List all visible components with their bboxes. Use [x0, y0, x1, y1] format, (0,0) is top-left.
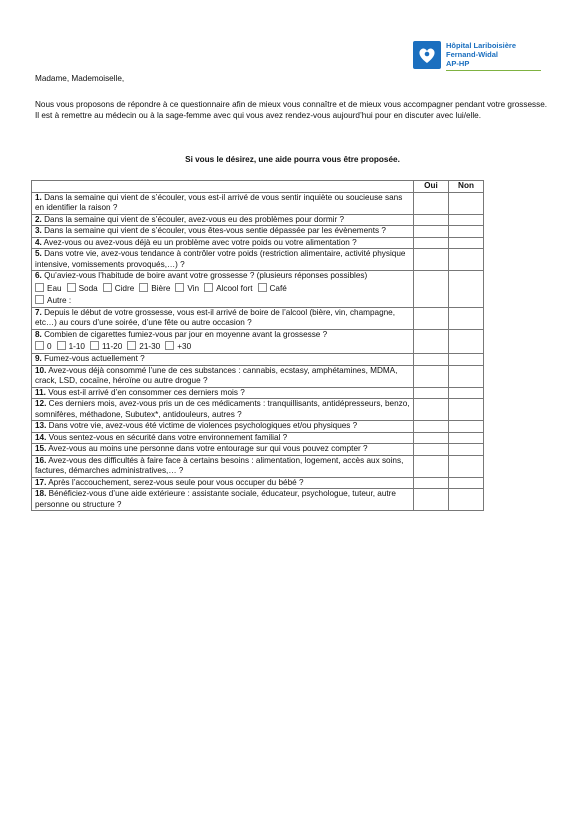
cigarette-option[interactable] — [90, 342, 122, 351]
question-text: Combien de cigarettes fumiez-vous par jour en moyenne avant la grossesse ? — [41, 329, 328, 339]
question-row — [32, 237, 484, 249]
question-number: 18. — [35, 489, 47, 498]
question-text: Qu’aviez-vous l’habitude de boire avant votre grossesse ? (plusieurs réponses possibles) — [41, 271, 368, 280]
hospital-logo-mark — [413, 41, 441, 69]
question-number: 2. — [35, 214, 42, 224]
drink-option[interactable] — [35, 284, 62, 293]
answer-non-cell[interactable] — [449, 249, 484, 271]
drink-other-option[interactable] — [35, 296, 71, 305]
answer-non-cell[interactable] — [449, 214, 484, 226]
aide-notice: Si vous le désirez, une aide pourra vous être proposée. — [185, 155, 400, 164]
cigarette-option[interactable] — [57, 342, 85, 351]
header-non: Non — [449, 181, 484, 193]
question-row — [32, 444, 484, 456]
answer-oui-cell[interactable] — [414, 237, 449, 249]
checkbox[interactable] — [204, 283, 213, 292]
drink-options — [35, 283, 410, 307]
cigarette-options — [35, 341, 410, 353]
question-cell — [32, 455, 414, 477]
question-cell — [32, 387, 414, 399]
question-cell — [32, 237, 414, 249]
header-oui: Oui — [414, 181, 449, 193]
question-text: Dans votre vie, avez-vous tendance à contrôler votre poids (restriction alimentaire, activité physique intensive, vomissements provoqués,…) ? — [35, 249, 406, 269]
answer-non-cell[interactable] — [449, 444, 484, 456]
question-text: Avez-vous des difficultés à faire face à certains besoins : alimentation, logement, accès aux soins, factures, démarches administratives,… ? — [35, 455, 404, 475]
answer-non-cell[interactable] — [449, 432, 484, 444]
checkbox[interactable] — [90, 341, 99, 350]
question-cell — [32, 489, 414, 511]
checkbox-label: +30 — [177, 342, 192, 351]
cigarette-option[interactable] — [35, 342, 52, 351]
checkbox-label: Alcool fort — [216, 283, 253, 293]
greeting: Madame, Mademoiselle, — [35, 74, 125, 83]
question-cell — [32, 214, 414, 226]
answer-non-cell[interactable] — [449, 329, 484, 354]
answer-oui-cell[interactable] — [414, 477, 449, 489]
answer-oui-cell[interactable] — [414, 271, 449, 308]
question-number: 3. — [35, 226, 42, 235]
logo-line2: Fernand-Widal — [446, 50, 499, 59]
question-number: 12. — [35, 399, 47, 408]
checkbox-label: Vin — [187, 283, 200, 293]
question-text: Dans la semaine qui vient de s’écouler, vous êtes-vous sentie dépassée par les évènements ? — [41, 226, 386, 235]
logo-line1: Hôpital Lariboisière — [446, 41, 517, 50]
drink-option[interactable] — [175, 284, 199, 293]
logo-line3: AP-HP — [446, 59, 470, 68]
question-number: 15. — [35, 444, 47, 453]
question-cell — [32, 354, 414, 366]
checkbox[interactable] — [57, 341, 66, 350]
question-row — [32, 432, 484, 444]
drink-option[interactable] — [258, 284, 287, 293]
question-text: Vous est-il arrivé d’en consommer ces derniers mois ? — [45, 387, 245, 397]
answer-oui-cell[interactable] — [414, 192, 449, 214]
checkbox-label: Autre : — [47, 295, 72, 305]
drink-option[interactable] — [204, 284, 252, 293]
cigarette-option[interactable] — [165, 342, 191, 351]
checkbox[interactable] — [258, 283, 267, 292]
answer-non-cell[interactable] — [449, 192, 484, 214]
answer-oui-cell[interactable] — [414, 365, 449, 387]
question-row — [32, 329, 484, 354]
question-text: Fumez-vous actuellement ? — [41, 354, 145, 363]
answer-oui-cell[interactable] — [414, 399, 449, 421]
question-number: 9. — [35, 354, 42, 363]
question-text: Avez-vous au moins une personne dans votre entourage sur qui vous pouvez compter ? — [46, 444, 368, 453]
checkbox-label: 1-10 — [68, 342, 85, 351]
question-number: 7. — [35, 307, 42, 317]
question-text: Avez-vous ou avez-vous déjà eu un problème avec votre poids ou votre alimentation ? — [41, 237, 357, 247]
question-row — [32, 214, 484, 226]
checkbox-label: Bière — [151, 283, 171, 293]
answer-non-cell[interactable] — [449, 489, 484, 511]
checkbox[interactable] — [127, 341, 136, 350]
question-row — [32, 354, 484, 366]
question-text: Dans votre vie, avez-vous été victime de violences psychologiques et/ou physiques ? — [46, 421, 358, 430]
checkbox[interactable] — [35, 295, 44, 304]
question-row — [32, 455, 484, 477]
question-cell — [32, 329, 414, 354]
hospital-logo — [413, 41, 541, 77]
question-row — [32, 421, 484, 433]
drink-option[interactable] — [139, 284, 170, 293]
question-row — [32, 249, 484, 271]
checkbox[interactable] — [175, 283, 184, 292]
checkbox[interactable] — [67, 283, 76, 292]
question-number: 8. — [35, 329, 42, 339]
question-text: Vous sentez-vous en sécurité dans votre environnement familial ? — [46, 432, 288, 442]
checkbox-label: Eau — [47, 283, 62, 293]
question-number: 14. — [35, 432, 47, 442]
checkbox[interactable] — [103, 283, 112, 292]
drink-option[interactable] — [67, 284, 98, 293]
question-cell — [32, 477, 414, 489]
question-cell — [32, 432, 414, 444]
question-cell — [32, 399, 414, 421]
questionnaire-table — [31, 180, 484, 511]
answer-non-cell[interactable] — [449, 307, 484, 329]
answer-non-cell[interactable] — [449, 399, 484, 421]
question-cell — [32, 192, 414, 214]
question-row — [32, 477, 484, 489]
question-cell — [32, 307, 414, 329]
question-row — [32, 365, 484, 387]
checkbox-label: Cidre — [114, 283, 135, 293]
question-number: 6. — [35, 271, 42, 280]
question-number: 4. — [35, 237, 42, 247]
answer-oui-cell[interactable] — [414, 354, 449, 366]
question-row — [32, 399, 484, 421]
answer-non-cell[interactable] — [449, 271, 484, 308]
checkbox-label: 11-20 — [101, 342, 123, 351]
answer-non-cell[interactable] — [449, 354, 484, 366]
checkbox[interactable] — [35, 283, 44, 292]
answer-oui-cell[interactable] — [414, 432, 449, 444]
checkbox-label: 21-30 — [139, 342, 161, 351]
checkbox-label: Café — [269, 283, 287, 293]
answer-oui-cell[interactable] — [414, 387, 449, 399]
question-number: 16. — [35, 455, 47, 465]
answer-oui-cell[interactable] — [414, 249, 449, 271]
question-number: 1. — [35, 192, 42, 202]
answer-oui-cell[interactable] — [414, 307, 449, 329]
question-row — [32, 307, 484, 329]
answer-oui-cell[interactable] — [414, 444, 449, 456]
answer-oui-cell[interactable] — [414, 489, 449, 511]
answer-non-cell[interactable] — [449, 477, 484, 489]
question-number: 10. — [35, 365, 47, 375]
drink-option[interactable] — [103, 284, 135, 293]
answer-oui-cell[interactable] — [414, 214, 449, 226]
question-cell — [32, 365, 414, 387]
question-row — [32, 192, 484, 214]
intro-paragraph: Nous vous proposons de répondre à ce questionnaire afin de mieux vous connaître et de mieux vous accompagner pendant votre grossesse. Il est à remettre au médecin ou à la sage-femme avec qui vous avez rendez-vous aujourd’hui pour en discuter avec lui/elle. — [35, 100, 548, 120]
question-cell — [32, 271, 414, 308]
answer-non-cell[interactable] — [449, 387, 484, 399]
question-text: Ces derniers mois, avez-vous pris un de ces médicaments : tranquillisants, antidépresseurs, benzo, somnifères, méthadone, Subutex*, antidouleurs, autres ? — [35, 399, 410, 419]
answer-non-cell[interactable] — [449, 365, 484, 387]
answer-oui-cell[interactable] — [414, 421, 449, 433]
question-text: Après l’accouchement, serez-vous seule pour vous occuper du bébé ? — [46, 477, 304, 487]
answer-non-cell[interactable] — [449, 226, 484, 238]
answer-oui-cell[interactable] — [414, 329, 449, 354]
question-row — [32, 271, 484, 308]
answer-oui-cell[interactable] — [414, 455, 449, 477]
header-question-cell — [32, 181, 414, 193]
question-row — [32, 226, 484, 238]
answer-non-cell[interactable] — [449, 455, 484, 477]
checkbox[interactable] — [139, 283, 148, 292]
question-row — [32, 489, 484, 511]
question-text: Avez-vous déjà consommé l’une de ces substances : cannabis, ecstasy, amphétamines, MDMA, crack, LSD, cocaïne, héroïne ou autre drogue ? — [35, 365, 398, 385]
table-header-row — [32, 181, 484, 193]
checkbox[interactable] — [35, 341, 44, 350]
question-row — [32, 387, 484, 399]
answer-non-cell[interactable] — [449, 237, 484, 249]
question-text: Dans la semaine qui vient de s’écouler, vous est-il arrivé de vous sentir inquiète ou soucieuse sans en identifier la raison ? — [35, 192, 403, 212]
question-cell — [32, 444, 414, 456]
checkbox-label: Soda — [78, 283, 98, 293]
question-text: Bénéficiez-vous d’une aide extérieure : assistante sociale, éducateur, psychologue, tuteur, autre personne ou structure ? — [35, 489, 396, 509]
checkbox-label: 0 — [47, 342, 52, 351]
question-cell — [32, 249, 414, 271]
question-text: Dans la semaine qui vient de s’écouler, avez-vous eu des problèmes pour dormir ? — [41, 214, 345, 224]
answer-non-cell[interactable] — [449, 421, 484, 433]
question-number: 5. — [35, 249, 42, 258]
cigarette-option[interactable] — [127, 342, 160, 351]
question-number: 17. — [35, 477, 47, 487]
heart-icon — [413, 41, 441, 69]
checkbox[interactable] — [165, 341, 174, 350]
question-text: Depuis le début de votre grossesse, vous est-il arrivé de boire de l’alcool (bière, vin, champagne, etc…) au cours d’une soirée, d’une fête ou autre occasion ? — [35, 307, 396, 327]
logo-underline — [446, 70, 541, 71]
question-cell — [32, 226, 414, 238]
answer-oui-cell[interactable] — [414, 226, 449, 238]
question-number: 11. — [35, 387, 46, 397]
question-number: 13. — [35, 421, 47, 430]
question-cell — [32, 421, 414, 433]
